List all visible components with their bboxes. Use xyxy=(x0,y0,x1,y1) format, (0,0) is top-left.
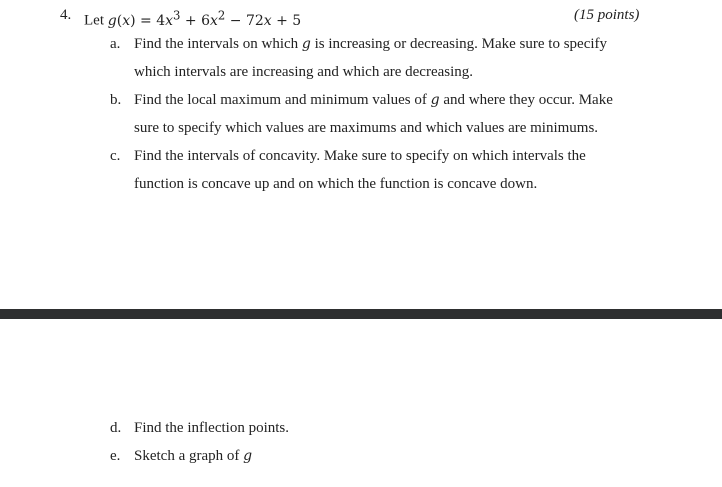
part-b-line2: sure to specify which values are maximums and which values are minimums. xyxy=(134,120,599,136)
part-c-line2: function is concave up and on which the function is concave down. xyxy=(134,176,538,192)
let-text: Let xyxy=(84,12,104,29)
part-d-label: d. xyxy=(110,420,122,436)
term-4: + 5 xyxy=(276,12,302,29)
part-c-line1: Find the intervals of concavity. Make sure to specify on which intervals the xyxy=(134,148,586,164)
part-a-label: a. xyxy=(110,36,121,52)
part-d-line1: Find the inflection points. xyxy=(134,420,289,436)
part-a-line2: which intervals are increasing and which are decreasing. xyxy=(134,64,474,80)
term-2: + 6 xyxy=(184,12,210,29)
term-2-power: 2 xyxy=(217,8,226,22)
part-e-label: e. xyxy=(110,448,121,464)
part-b-line1: Find the local maximum and minimum values of g and where they occur. Make xyxy=(134,92,613,108)
part-c-label: c. xyxy=(110,148,121,164)
function-definition: $g(x) = 4x^3 + 6x^2 - 72x + 5$ xyxy=(107,8,302,29)
page-divider xyxy=(0,309,722,319)
term-3: − 72 xyxy=(229,12,264,29)
problem-number: 4. xyxy=(60,7,72,23)
term-1-coefficient: 4 xyxy=(156,12,166,29)
part-e-line1: Sketch a graph of g xyxy=(134,448,253,464)
function-variable: x xyxy=(122,12,131,29)
points-value: (15 points) xyxy=(574,7,640,23)
function-name: g xyxy=(107,12,117,29)
part-b-label: b. xyxy=(110,92,122,108)
problem-statement xyxy=(84,5,301,31)
term-1-power: 3 xyxy=(173,8,181,22)
part-a-line1: Find the intervals on which g is increasing or decreasing. Make sure to specify xyxy=(134,36,608,52)
